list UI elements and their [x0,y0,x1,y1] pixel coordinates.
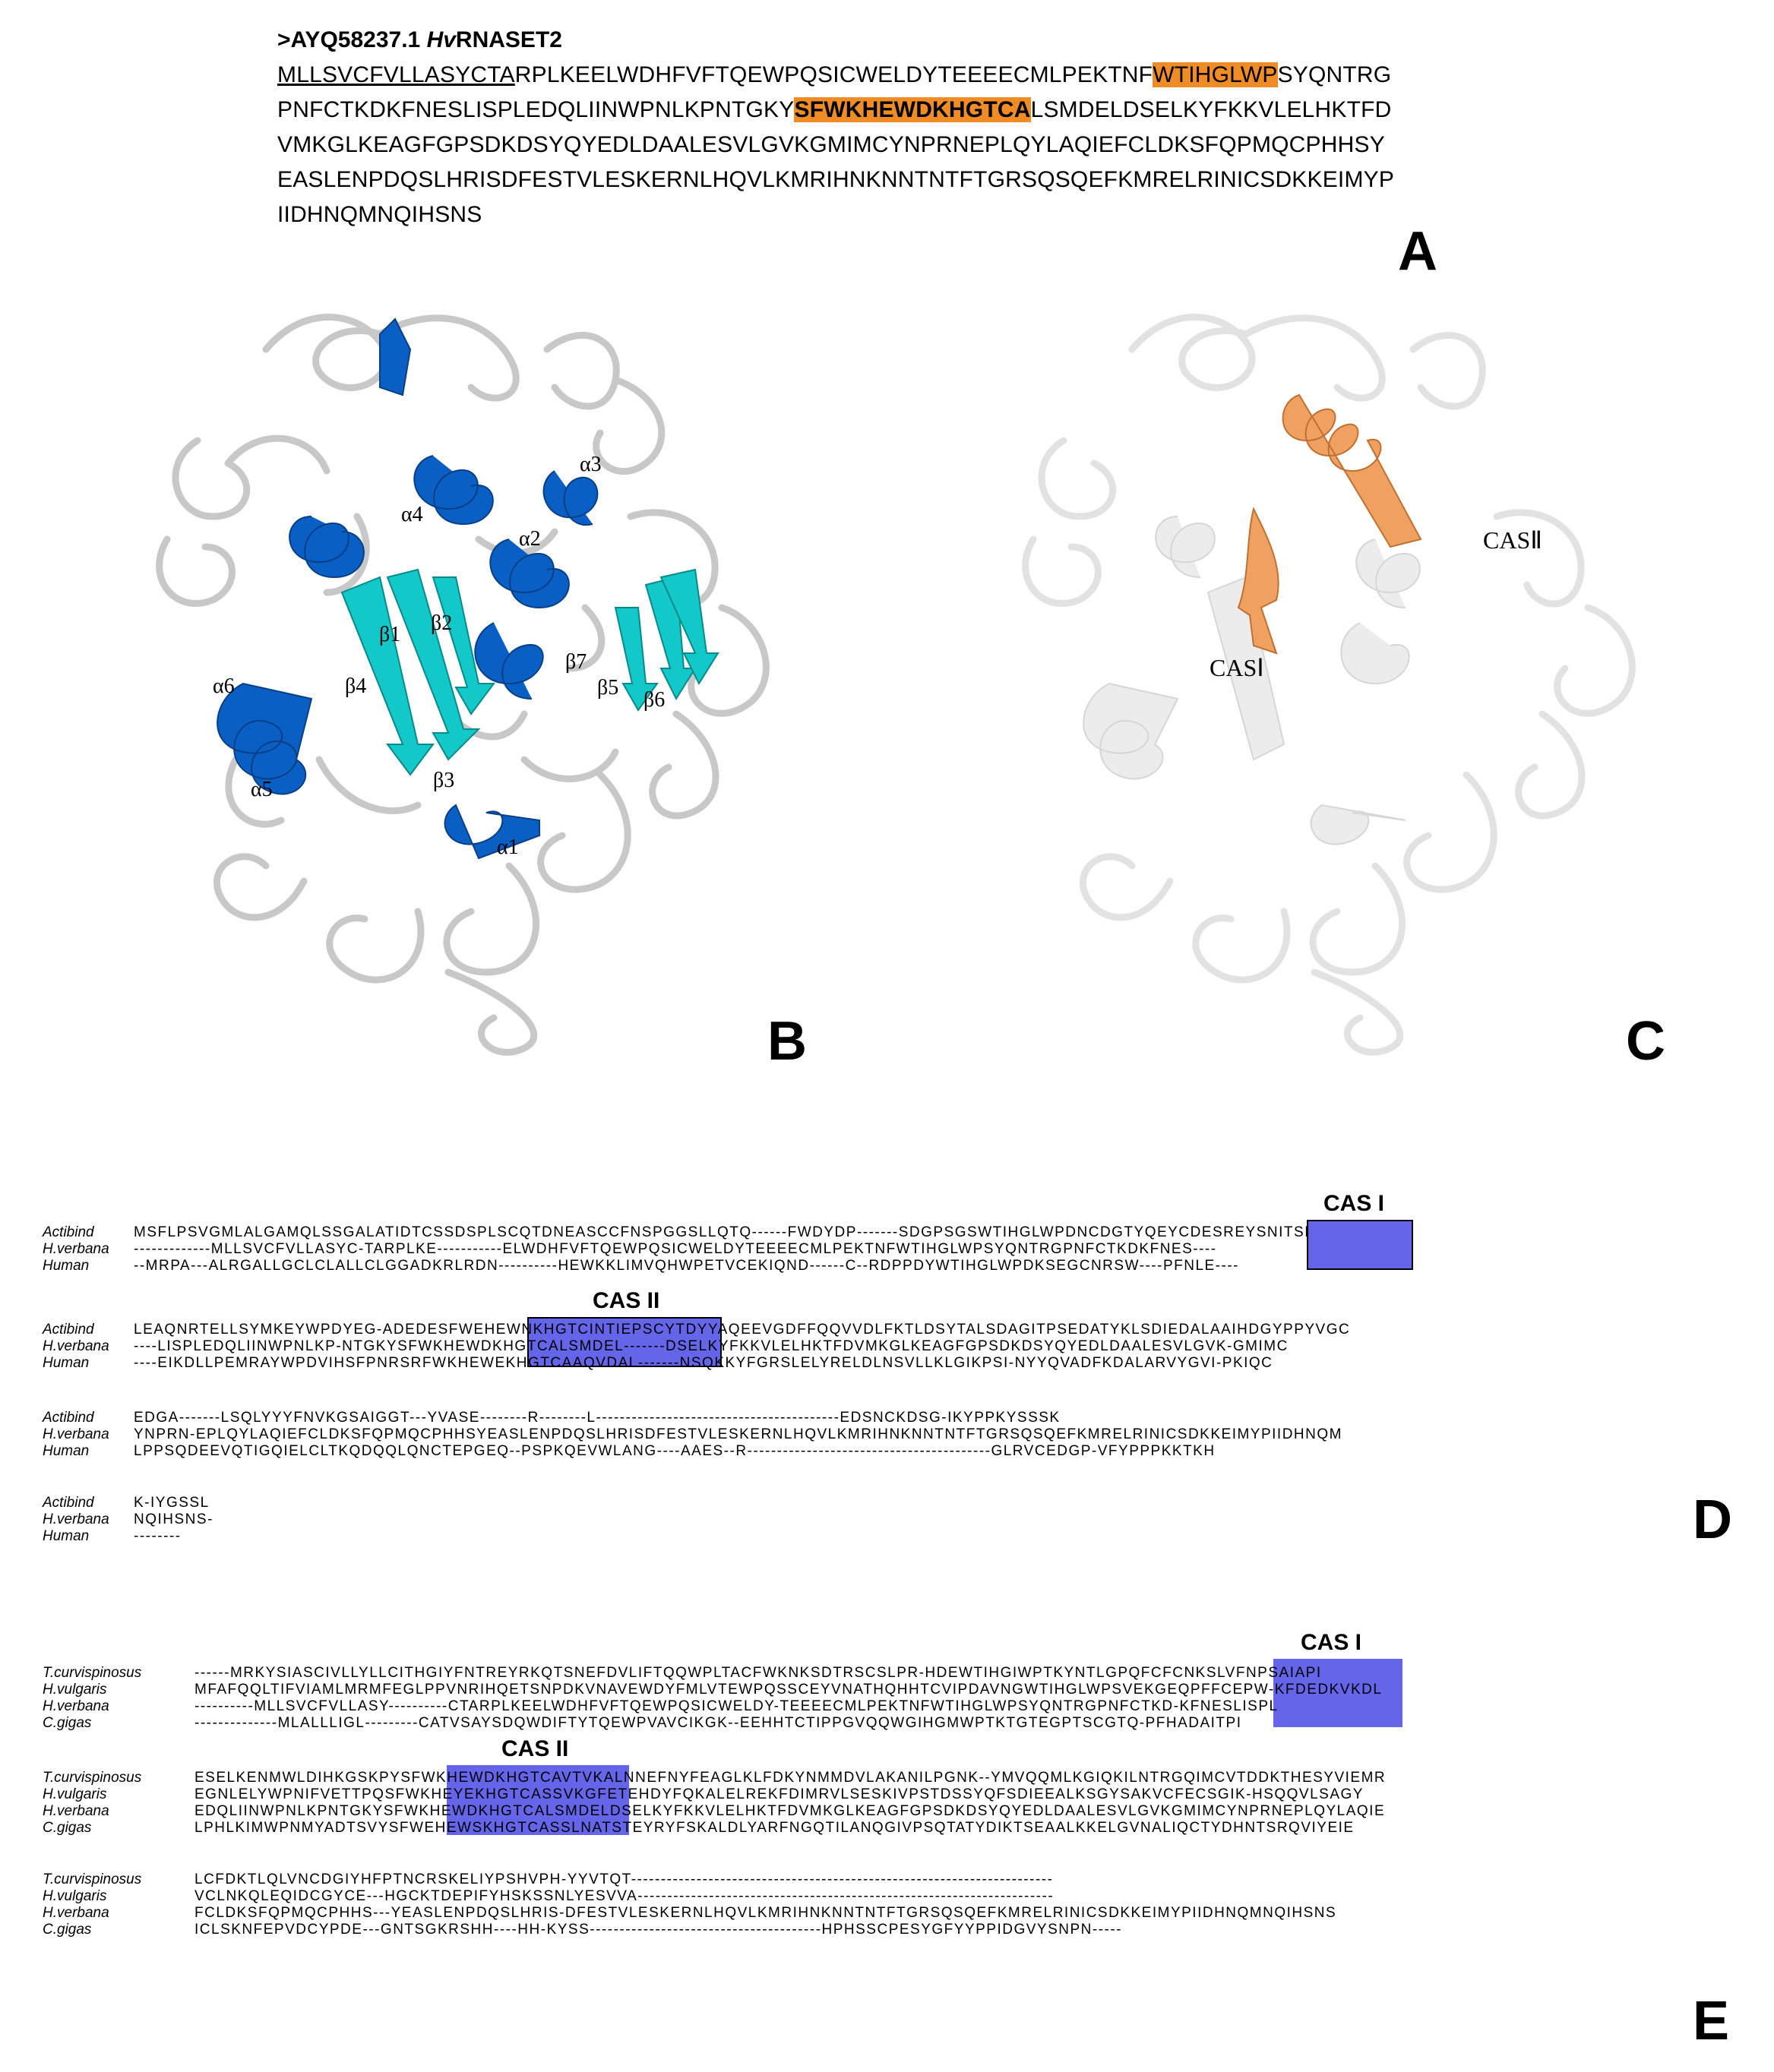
label-beta1: β1 [379,623,401,646]
d-name-hverbana-2: H.verbana [43,1338,109,1354]
panel-d-cas2-title: CAS II [593,1288,660,1313]
label-alpha2: α2 [519,527,541,551]
protein-structure-c [995,289,1717,1063]
e-name-hverbana-2: H.verbana [43,1803,109,1819]
e-name-cgigas-3: C.gigas [43,1922,92,1938]
label-alpha3: α3 [580,453,602,476]
e-seq-cgigas-2: LPHLKIMWPNMYADTSVYSFWEHEWSKHGTCASSLNATSTEYRYFSKALDLYARFNGQTILANQGIVPSQTATYDIKTSEAALKKELGVNALIQCTYDHNTSRQVIYEIE [194,1820,1355,1836]
e-name-tcurv-2: T.curvispinosus [43,1770,142,1786]
d-seq-human-4: -------- [134,1528,182,1544]
d-seq-human-1: --MRPA---ALRGALLGCLCLALLCLGGADKRLRDN----------HEWKKLIMVQHWPETVCEKIQND------C--RDPPDYWTIHGLWPDKSEGCNRSW----PFNLE---- [134,1258,1240,1274]
d-seq-human-2: ----EIKDLLPEMRAYWPDVIHSFPNRSRFWKHEWEKHGTCAAQVDAL-------NSQKKYFGRSLELYRELDLNSVLLKLGIKPSI-NYYQVADFKDALARVYGVI-PKIQC [134,1355,1273,1371]
d-seq-human-3: LPPSQDEEVQTIGQIELCLTKQDQQLQNCTEPGEQ--PSPKQEVWLANG----AAES--R-----------------------------------------GLRVCEDGP-VFYPPPKKTKH [134,1443,1216,1459]
sequence-header: >AYQ58237.1 HvRNASET2 [277,27,562,52]
e-seq-hverbana-3: FCLDKSFQPMQCPHHS---YEASLENPDQSLHRIS-DFESTVLESKERNLHQVLKMRIHNKNNTNTFTGRSQSQEFKMRELRINICSDKKEIMYPIIDHNQMNQIHSNS [194,1905,1337,1921]
e-seq-tcurv-3: LCFDKTLQLVNCDGIYHFPTNCRSKELIYPSHVPH-YYVTQT----------------------------------------------------------------------- [194,1871,1054,1887]
panel-letter-a: A [1398,221,1437,282]
label-alpha6: α6 [213,674,235,698]
e-name-hvulgaris-3: H.vulgaris [43,1888,107,1904]
e-seq-cgigas-1: --------------MLALLLIGL---------CATVSAYSDQWDIFTYTQEWPVAVCIKGK--EEHHTCTIPPGVQQWGIHGMWPTKTGTEGPTSCGTQ-PFHADAITPI [194,1715,1242,1731]
d-name-hverbana-1: H.verbana [43,1241,109,1257]
d-name-human-4: Human [43,1528,90,1544]
e-name-cgigas-2: C.gigas [43,1820,92,1836]
d-name-human-3: Human [43,1443,90,1459]
d-seq-actibind-1: MSFLPSVGMLALGAMQLSSGALATIDTCSSDSPLSCQTDNEASCCFNSPGGSLLQTQ------FWDYDP-------SDGPSGSWTIHGLWPDNCDGTYQEYCDESREYSNITSI [134,1224,1310,1240]
panel-letter-b: B [767,1011,807,1072]
label-cas2: CASⅡ [1483,526,1542,554]
e-name-tcurv-3: T.curvispinosus [43,1871,142,1887]
e-seq-cgigas-3: ICLSKNFEPVDCYPDE---GNTSGKRSHH----HH-KYSS---------------------------------------HPHSSCPESYGFYYPPIDGVYSNPN----- [194,1922,1123,1938]
label-cas1: CASⅠ [1210,654,1264,681]
label-alpha4: α4 [401,503,423,526]
label-beta5: β5 [597,676,619,700]
protein-structure-b [129,289,851,1063]
e-seq-hverbana-2: EDQLIINWPNLKPNTGKYSFWKHEWDKHGTCALSMDELDSELKYFKKVLELHKTFDVMKGLKEAGFGPSDKDSYQYEDLDAALESVLGVKGMIMCYNPRNEPLQYLAQIE [194,1803,1386,1819]
e-seq-hvulgaris-3: VCLNKQLEQIDCGYCE---HGCKTDEPIFYHSKSSNLYESVVA---------------------------------------------------------------------- [194,1888,1055,1904]
panel-letter-c: C [1626,1011,1665,1072]
d-seq-hverbana-2: ----LISPLEDQLIINWPNLKP-NTGKYSFWKHEWDKHGTCALSMDEL-------DSELKYFKKVLELHKTFDVMKGLKEAGFGPSDKDSYQYEDLDAALESVLGVK-GMIMC [134,1338,1289,1354]
d-seq-hverbana-1: -------------MLLSVCFVLLASYC-TARPLKE-----------ELWDHFVFTQEWPQSICWELDYTEEEECMLPEKTNFWTIHGLWPSYQNTRGPNFCTKDKFNES---- [134,1241,1217,1257]
panel-letter-d: D [1693,1489,1732,1550]
e-seq-hvulgaris-1: MFAFQQLTIFVIAMLMRMFEGLPPVNRIHQETSNPDKVNAVEWDYFMLVTEWPQSSCEYVNATHQHHTCVIPDAVNGWTIHGLWPSVEKGEQPFFCEPW-KFDEDKVKDL [194,1682,1383,1698]
e-seq-tcurv-2: ESELKENMWLDIHKGSKPYSFWKHEWDKHGTCAVTVKALNNEFNYFEAGLKLFDKYNMMDVLAKANILPGNK--YMVQQMLKGIQKILNTRGQIMCVTDDKTHESYVIEMR [194,1770,1387,1786]
label-beta3: β3 [433,769,455,792]
d-seq-hverbana-4: NQIHSNS- [134,1511,213,1527]
label-beta2: β2 [431,611,453,635]
d-name-human-2: Human [43,1355,90,1371]
d-name-actibind-1: Actibind [43,1224,94,1240]
sequence-line-4: EASLENPDQSLHRISDFESTVLESKERNLHQVLKMRIHNKNNTNTFTGRSQSQEFKMRELRINICSDKKEIMYP [277,167,1395,192]
sequence-line-2: PNFCTKDKFNESLISPLEDQLIINWPNLKPNTGKYSFWKHEWDKHGTCALSMDELDSELKYFKKVLELHKTFD [277,97,1392,122]
e-name-hverbana-1: H.verbana [43,1698,109,1714]
panel-d-cas1-title: CAS I [1323,1191,1385,1216]
panel-e-cas2-title: CAS II [501,1736,569,1761]
d-name-actibind-3: Actibind [43,1410,94,1426]
panel-d-cas1-outline [1307,1220,1413,1270]
d-seq-hverbana-3: YNPRN-EPLQYLAQIEFCLDKSFQPMQCPHHSYEASLENPDQSLHRISDFESTVLESKERNLHQVLKMRIHNKNNTNTFTGRSQSQEFKMRELRINICSDKKEIMYPIIDHNQM [134,1426,1342,1442]
e-seq-hverbana-1: ----------MLLSVCFVLLASY----------CTARPLKEELWDHFVFTQEWPQSICWELDY-TEEEECMLPEKTNFWTIHGLWPSYQNTRGPNFCTKD-KFNESLISPL [194,1698,1279,1714]
d-seq-actibind-2: LEAQNRTELLSYMKEYWPDYEG-ADEDESFWEHEWNKHGTCINTIEPSCYTDYYAQEEVGDFFQQVVDLFKTLDSYTALSDAGITPSEDATYKLSDIEDALAAIHDGYPPYVGC [134,1322,1351,1338]
d-seq-actibind-4: K-IYGSSL [134,1495,210,1511]
label-beta4: β4 [345,674,367,698]
label-beta7: β7 [565,650,587,674]
d-name-hverbana-3: H.verbana [43,1426,109,1442]
sequence-line-1: MLLSVCFVLLASYCTARPLKEELWDHFVFTQEWPQSICWELDYTEEEECMLPEKTNFWTIHGLWPSYQNTRG [277,62,1392,87]
panel-letter-e: E [1693,1991,1730,2051]
d-name-actibind-4: Actibind [43,1495,94,1511]
sequence-line-5: IIDHNQMNQIHSNS [277,202,482,227]
e-name-hvulgaris-1: H.vulgaris [43,1682,107,1698]
d-name-actibind-2: Actibind [43,1322,94,1338]
sequence-line-3: VMKGLKEAGFGPSDKDSYQYEDLDAALESVLGVKGMIMCYNPRNEPLQYLAQIEFCLDKSFQPMQCPHHSY [277,132,1385,157]
d-seq-actibind-3: EDGA-------LSQLYYYFNVKGSAIGGT---YVASE--------R--------L-----------------------------------------EDSNCKDSG-IKYPPKYSSSK [134,1410,1061,1426]
e-name-tcurv-1: T.curvispinosus [43,1665,142,1681]
e-name-hverbana-3: H.verbana [43,1905,109,1921]
d-name-human-1: Human [43,1258,90,1274]
label-beta6: β6 [644,688,666,712]
e-name-cgigas-1: C.gigas [43,1715,92,1731]
e-seq-tcurv-1: ------MRKYSIASCIVLLYLLCITHGIYFNTREYRKQTSNEFDVLIFTQQWPLTACFWKNKSDTRSCSLPR-HDEWTIHGIWPTKYNTLGPQFCFCNKSLVFNPSAIAPI [194,1665,1322,1681]
cas-highlights [1238,395,1421,653]
panel-e-cas1-title: CAS I [1301,1630,1362,1655]
label-alpha5: α5 [251,778,273,801]
label-alpha1: α1 [497,835,519,859]
e-seq-hvulgaris-2: EGNLELYWPNIFVETTPQSFWKHEYEKHGTCASSVKGFETEHDYFQKALELREKFDIMRVLSESKIVPSTDSSYQFSDIEEALKSGYSAKVCFECSGIK-HSQQVLSAGY [194,1786,1364,1802]
d-name-hverbana-4: H.verbana [43,1511,109,1527]
e-name-hvulgaris-2: H.vulgaris [43,1786,107,1802]
